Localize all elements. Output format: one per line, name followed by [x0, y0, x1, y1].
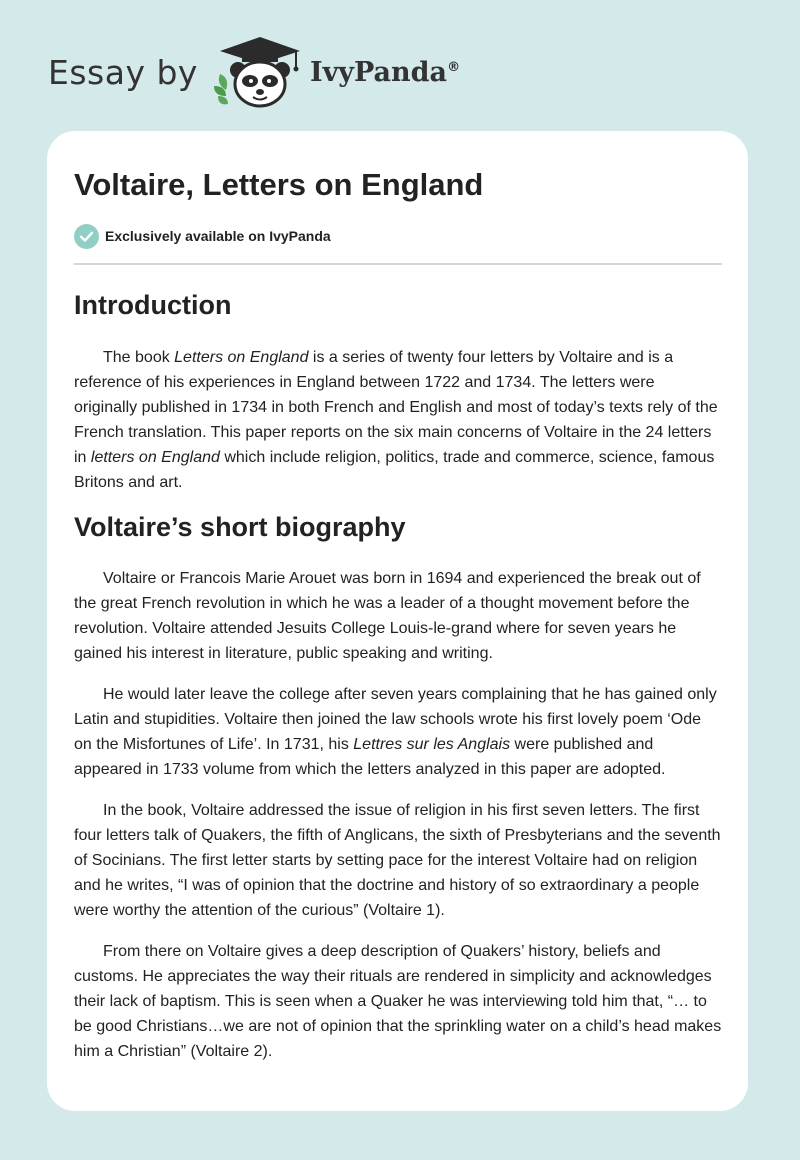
brand-name: IvyPanda® — [309, 56, 461, 88]
section-heading-biography: Voltaire’s short biography — [74, 512, 406, 542]
section-heading-introduction: Introduction — [74, 290, 232, 320]
check-circle-icon — [74, 224, 99, 249]
badge-label: Exclusively available on IvyPanda — [105, 228, 331, 244]
brand-header[interactable] — [48, 34, 460, 110]
paragraph: He would later leave the college after seven years complaining that he has gained only Latin and stupidities. Voltaire then joined the law schools wrote his first lovely poem ‘Ode on the Misfortunes of Life’. In 1731, his Lettres sur les Anglais were published and appeared in 1733 volume from which the letters analyzed in this paper are adopted. — [74, 686, 717, 778]
panda-logo-icon — [212, 34, 308, 110]
page-title: Voltaire, Letters on England — [74, 167, 484, 202]
divider — [74, 263, 722, 265]
paragraph: The book Letters on England is a series of twenty four letters by Voltaire and is a reference of his experiences in England between 1722 and 1734. The letters were originally published in 1734 in both French and English and most of today’s texts rely of the French translation. This paper reports on the six main concerns of Voltaire in the 24 letters in letters on England which include religion, politics, trade and commerce, science, famous Britons and art. — [74, 349, 718, 491]
paragraph: Voltaire or Francois Marie Arouet was born in 1694 and experienced the break out of the great French revolution in which he was a leader of a thought movement before the revolution. Voltaire attended Jesuits College Louis-le-grand where for seven years he gained his interest in literature, public speaking and writing. — [74, 570, 701, 662]
paragraph: In the book, Voltaire addressed the issue of religion in his first seven letters. The first four letters talk of Quakers, the fifth of Anglicans, the sixth of Presbyterians and the seventh of Socinians. The first letter starts by setting pace for the interest Voltaire had on religion and he writes, “I was of opinion that the doctrine and history of so extraordinary a people were worthy the attention of the curious” (Voltaire 1). — [74, 802, 721, 919]
exclusive-badge — [74, 223, 722, 249]
paragraph: From there on Voltaire gives a deep description of Quakers’ history, beliefs and customs. He appreciates the way their rituals are rendered in simplicity and acknowledges their lack of baptism. This is seen when a Quaker he was interviewing told him that, “… to be good Christians…we are not of opinion that the sprinkling water on a child’s head makes him a Christian” (Voltaire 2). — [74, 943, 722, 1060]
brand-prefix: Essay by — [48, 52, 198, 92]
essay-card — [47, 131, 748, 1111]
